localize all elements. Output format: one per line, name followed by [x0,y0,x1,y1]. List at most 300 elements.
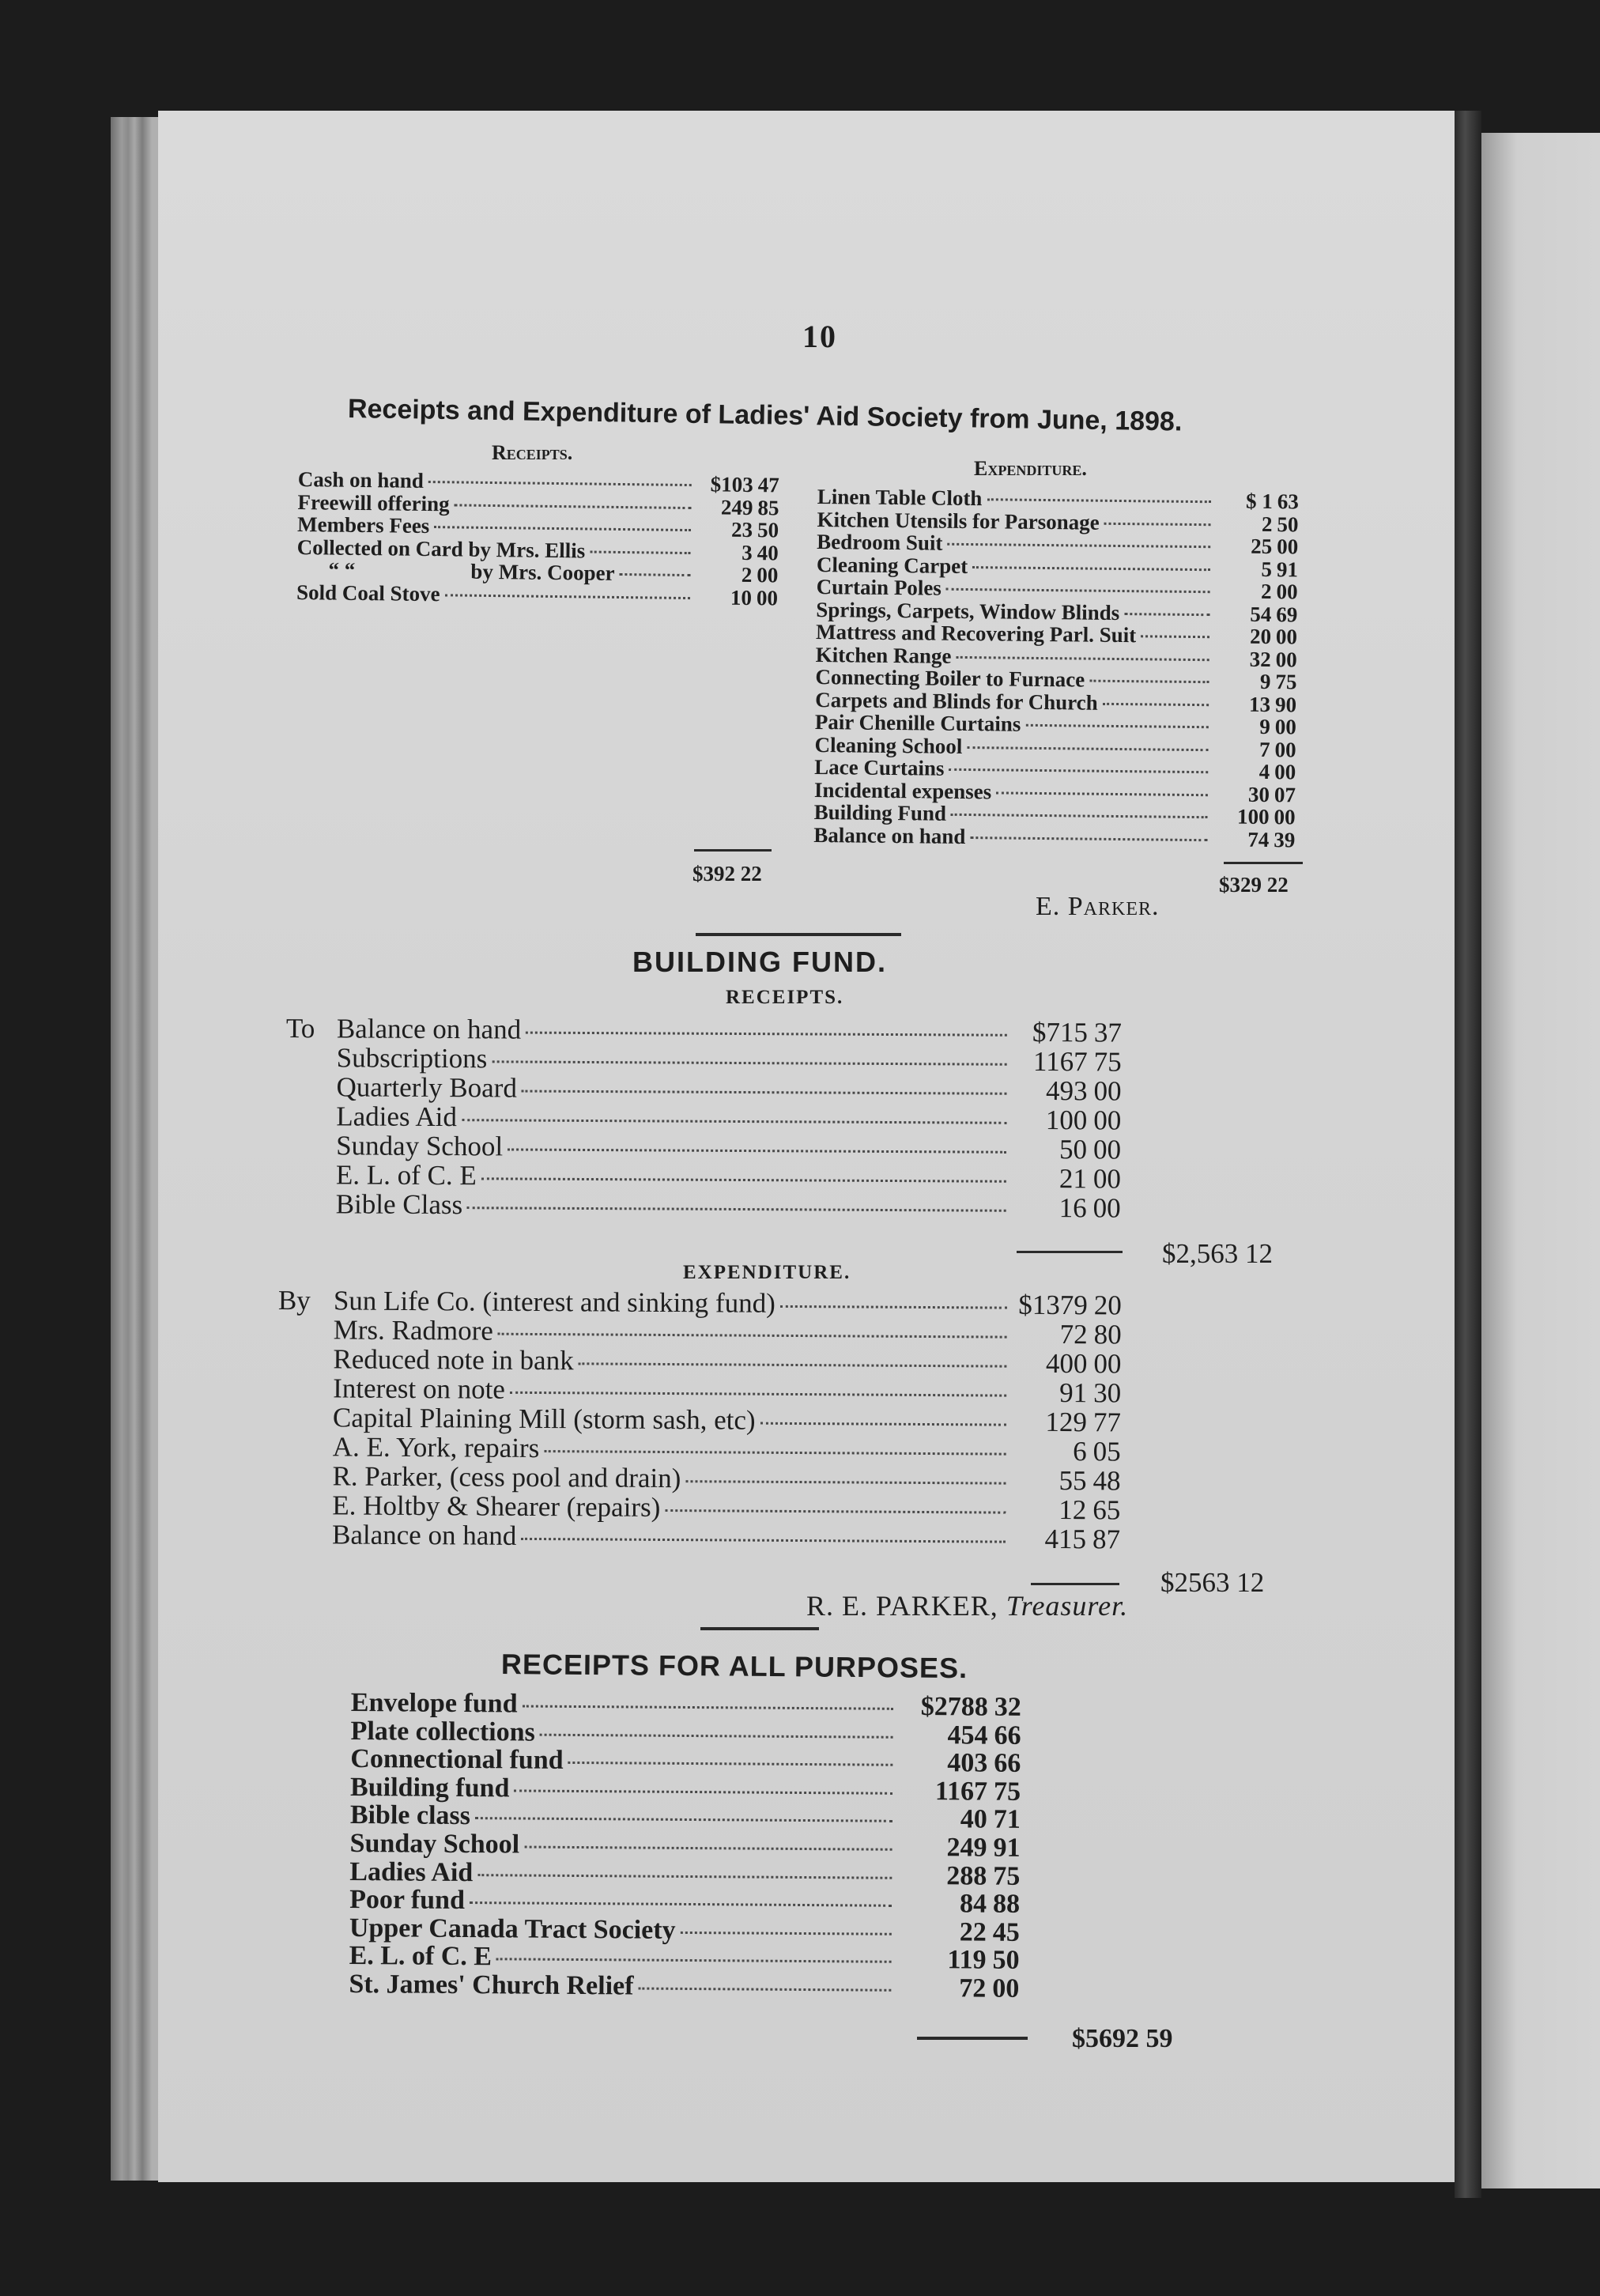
ledger-row-text: Linen Table Cloth [817,485,983,511]
ledger-row-text: by Mrs. Cooper [470,559,615,585]
amount-cents: 47 [757,473,779,497]
ledger-row-label [349,1970,633,2000]
ledger-row-label [349,1858,473,1887]
ledger-row-amount [1215,534,1300,558]
amount-dollars: 84 [959,1889,987,1919]
amount-cents: 00 [756,585,779,610]
amount-cents: 00 [1274,760,1296,784]
amount-cents: 65 [1092,1494,1121,1526]
ledger-row-text: Carpets and Blinds for Church [815,687,1098,715]
ledger-row-label [351,1689,518,1718]
amount-dollars: 32 [1249,647,1271,671]
ladies-aid-receipts-total: $392 22 [692,862,762,886]
ledger-row-label [285,1101,457,1131]
building-fund-title: BUILDING FUND. [632,946,887,978]
amount-dollars: 25 [1251,534,1273,559]
ledger-row-amount [1011,1164,1128,1194]
ledger-row-amount [1011,1437,1128,1467]
dot-leader [445,594,690,599]
dot-leader [434,526,691,531]
amount-dollars: 6 [1073,1436,1087,1467]
amount-cents: 88 [992,1889,1021,1920]
ledger-row-amount [1215,512,1300,536]
ledger-row-amount [696,541,781,565]
amount-cents: 00 [1275,647,1297,671]
amount-cents: 91 [1276,557,1299,581]
dot-leader [522,1090,1007,1095]
amount-dollars: 415 [1044,1523,1087,1555]
dot-leader [481,1177,1006,1182]
ledger-row-text: Lace Curtains [814,754,945,780]
ledger-row-text: Bible Class [335,1188,463,1221]
amount-cents: 00 [1093,1348,1122,1380]
ladies-aid-expenditure-rule [1224,862,1303,864]
ledger-row-text: Quarterly Board [336,1071,518,1104]
amount-dollars: 493 [1045,1075,1088,1107]
dot-leader [1124,613,1209,616]
ledger-row-label [277,1520,516,1550]
ledger-row-label [278,1315,493,1346]
ledger-row-amount [1213,693,1299,716]
dot-leader [510,1392,1006,1397]
ledger-row [277,1520,1127,1554]
ledger-row-label [286,1043,488,1073]
dot-leader [946,588,1210,593]
ledger-row-label [817,485,983,510]
ledger-row-amount [896,1974,1028,2003]
dot-leader [951,814,1208,818]
building-fund-receipts-total: $2,563 12 [1162,1238,1273,1269]
amount-dollars: 129 [1045,1406,1088,1438]
ledger-row-label [285,1189,463,1219]
ledger-row-label [350,1745,563,1774]
amount-dollars: 249 [720,495,753,519]
ledger-row-text: Building fund [350,1772,510,1803]
ledger-row-amount [695,586,780,610]
amount-dollars: $ 1 [1245,489,1273,514]
building-fund-receipts-rule [1017,1251,1123,1253]
building-fund-signature [806,1589,1128,1622]
ledger-row-amount [1212,805,1297,829]
amount-cents: 50 [1277,512,1299,536]
dot-leader [498,1333,1007,1339]
dot-leader [475,1817,892,1822]
amount-cents: 50 [992,1946,1020,1976]
ledger-row-label [817,531,943,554]
dot-leader [967,746,1208,751]
amount-dollars: 50 [1059,1134,1088,1165]
ladies-aid-receipts-rule [694,849,772,852]
amount-cents: 07 [1274,782,1296,806]
amount-cents: 00 [1274,737,1296,761]
dot-leader [544,1450,1006,1456]
amount-cents: 75 [993,1777,1021,1807]
amount-cents: 00 [1093,1134,1122,1165]
ledger-row-amount [696,518,781,542]
amount-dollars: $1379 [1018,1289,1088,1321]
ditto-marks: “ “ [328,557,356,582]
ladies-aid-title: Receipts and Expenditure of Ladies' Aid Society from June, 1898. [347,394,1183,437]
amount-cents: 75 [993,1861,1021,1891]
ledger-row-text: Cash on hand [297,467,425,493]
amount-cents: 00 [1092,1163,1122,1195]
ledger-row-amount [897,1777,1030,1807]
amount-dollars: 20 [1249,624,1272,649]
dot-leader [638,1987,891,1991]
ledger-row-text: Balance on hand [336,1013,522,1045]
ledger-row-text: Bible class [349,1800,471,1831]
dot-leader [590,550,691,554]
ledger-row-label [817,576,942,599]
ledger-row [285,1189,1128,1223]
ledger-row-label [277,1373,505,1404]
ledger-row-label [816,643,952,667]
amount-cents: 80 [1093,1319,1122,1350]
book-spine [1455,111,1481,2198]
dot-leader [780,1305,1007,1309]
ledger-row-label [278,1286,775,1318]
amount-dollars: 40 [960,1804,987,1834]
ledger-row-text: A. E. York, repairs [332,1431,540,1464]
dot-leader [521,1538,1006,1543]
ledger-row-label [817,553,968,577]
building-fund-expenditure-rule [1031,1583,1119,1585]
dot-leader [540,1733,893,1738]
building-fund-receipts-table [285,1014,1129,1223]
amount-cents: 00 [1092,1192,1121,1224]
dot-leader [987,498,1210,503]
ledger-row-amount [1010,1524,1127,1554]
dot-leader [492,1060,1006,1065]
amount-dollars: 74 [1247,827,1270,852]
amount-cents: 00 [1275,625,1298,649]
amount-dollars: 400 [1045,1347,1088,1380]
dot-leader [1104,522,1211,525]
ledger-row-text: Pair Chenille Curtains [814,709,1021,736]
ledger-row-text: Interest on note [333,1373,506,1405]
amount-dollars: 30 [1247,782,1270,806]
ladies-aid-expenditure-total: $329 22 [1219,873,1289,897]
ledger-row-label [277,1461,681,1493]
ledger-row-label [277,1403,756,1435]
ledger-row-text: Reduced note in bank [333,1343,574,1376]
dot-leader [579,1362,1007,1367]
ledger-row-text: Connectional fund [350,1744,564,1776]
amount-dollars: 3 [742,540,753,565]
ledger-row-text: Upper Canada Tract Society [349,1913,676,1945]
ledger-row-text: Capital Plaining Mill (storm sash, etc) [332,1402,756,1436]
amount-dollars: 7 [1258,737,1270,761]
amount-cents: 00 [1093,1075,1122,1107]
dot-leader [996,791,1208,796]
treasurer-name: R. E. PARKER, [806,1590,998,1622]
amount-dollars: 1167 [934,1776,988,1807]
ledger-row-amount [897,1805,1030,1834]
amount-cents: 32 [994,1692,1021,1722]
ladies-aid-expenditure-header: Expenditure. [974,457,1087,480]
dot-leader [508,1148,1006,1153]
ledger-row-amount [896,1918,1029,1947]
amount-dollars: 22 [959,1917,987,1947]
ladies-aid-receipts-table [296,468,782,609]
ledger-row-label [297,513,430,538]
amount-cents: 00 [992,1973,1020,2003]
ledger-row-label [351,1717,535,1747]
ledger-row-amount [1213,760,1298,784]
amount-cents: 00 [1274,805,1296,829]
ledger-row-amount [1010,1466,1127,1496]
ledger-row-text: Freewill offering [297,489,450,515]
ledger-row-label [286,1014,521,1044]
facing-page-edge [1481,133,1600,2188]
amount-dollars: 9 [1259,714,1270,739]
ledger-row-amount [695,563,780,587]
dot-leader [514,1789,892,1794]
ledger-row-label [349,1942,492,1971]
dot-leader [1025,724,1209,728]
amount-dollars: 2 [741,562,753,587]
ledger-row-amount [1214,648,1300,671]
amount-cents: 90 [1274,692,1297,716]
ledger-row-amount [696,496,781,519]
building-fund-receipts-header: RECEIPTS. [726,987,844,1008]
all-purposes-rule [917,2037,1028,2040]
amount-dollars: 10 [730,585,753,610]
amount-cents: 00 [1093,1105,1122,1136]
dot-leader [685,1480,1006,1484]
amount-dollars: 23 [730,517,753,542]
ledger-row-text: R. Parker, (cess pool and drain) [332,1460,681,1494]
all-purposes-table [349,1689,1031,2003]
dot-leader [496,1958,892,1963]
amount-dollars: 1167 [1032,1045,1088,1078]
ledger-row-label [277,1490,660,1522]
ledger-row-text: Incidental expenses [813,777,992,803]
amount-cents: 63 [1277,489,1299,514]
dot-leader [956,655,1209,660]
ledger-row-amount [1214,602,1300,626]
ledger-row-amount [1012,1290,1129,1320]
ledger-row-amount [897,1749,1030,1778]
ledger-row-amount [1214,580,1300,603]
ledger-row-label [349,1914,676,1944]
ledger-row-text: Ladies Aid [336,1101,458,1133]
ledger-row-text: St. James' Church Relief [349,1969,634,2001]
dot-leader [620,573,691,576]
amount-dollars: 72 [1059,1319,1088,1350]
amount-dollars: 13 [1248,692,1271,716]
ledger-row-amount [696,473,782,497]
amount-cents: 75 [1275,670,1297,694]
ledger-row-label [285,1131,503,1161]
ledger-row-label [350,1773,510,1803]
ledger-row-label [815,711,1021,735]
dot-leader [949,768,1208,773]
amount-dollars: 100 [1236,804,1270,829]
amount-dollars: 119 [947,1945,987,1975]
amount-dollars: $715 [1032,1016,1088,1048]
ledger-row-amount [1011,1135,1128,1165]
amount-cents: 05 [1092,1436,1121,1467]
ledger-row-text: Collected on Card by Mrs. Ellis [296,534,586,562]
ledger-row-amount [1213,670,1299,693]
dot-leader [947,543,1210,548]
dot-leader [523,1705,893,1710]
ledger-row-amount [1213,738,1298,761]
ledger-row-amount [1012,1320,1129,1350]
ledger-row-label [277,1344,573,1375]
ledger-row-text: Envelope fund [350,1688,518,1719]
dot-leader [665,1509,1006,1514]
amount-cents: 91 [993,1833,1021,1863]
ledger-row-label [285,1160,477,1190]
ledger-row-label [296,580,440,605]
building-fund-expenditure-table [277,1286,1129,1554]
amount-dollars: 9 [1259,669,1271,694]
ledger-row-amount [1011,1349,1128,1379]
ledger-row-text: Poor fund [349,1885,466,1916]
ledger-row-amount [1212,828,1297,852]
amount-dollars: 91 [1059,1377,1088,1409]
amount-dollars: 100 [1045,1105,1088,1136]
ladies-aid-receipts-header: Receipts. [492,441,573,464]
amount-cents: 45 [992,1917,1020,1947]
dot-leader [681,1932,892,1935]
amount-cents: 39 [1274,827,1296,852]
dot-leader [1141,635,1209,638]
amount-cents: 66 [994,1720,1021,1750]
ledger-row-amount [896,1861,1029,1890]
ledger-row-label [814,756,945,780]
amount-dollars: $103 [710,472,753,497]
building-fund-expenditure-header: EXPENDITURE. [683,1262,851,1283]
amount-dollars: 12 [1058,1494,1087,1526]
ledger-row-amount [896,1890,1029,1919]
ledger-row-amount [1012,1018,1129,1048]
ledger-row-label [277,1432,540,1463]
ledger-row-amount [1011,1378,1128,1408]
amount-dollars: 21 [1058,1163,1088,1195]
ladies-aid-signature: E. Parker. [1036,892,1160,921]
ledger-row-amount [1215,557,1300,581]
amount-dollars: 54 [1250,602,1272,626]
dot-leader [470,1901,892,1907]
amount-dollars: 5 [1261,557,1273,581]
ledger-row-text: Cleaning Carpet [816,552,968,578]
ledger-row-label [814,778,992,802]
ledger-row-text: Bedroom Suit [817,529,943,555]
ledger-row-amount [896,1833,1029,1863]
ledger-row-amount [1012,1047,1129,1077]
ledger-row-text: Ladies Aid [349,1856,474,1887]
ledger-row-amount [1011,1105,1128,1135]
ledger-row-text: Subscriptions [336,1042,488,1074]
ledger-row-text: Sunday School [349,1828,520,1860]
ledger-row-label [350,1801,470,1830]
ledger-row-amount [898,1693,1031,1722]
amount-cents: 00 [1274,715,1296,739]
ledger-row-text: Plate collections [350,1716,535,1747]
dot-leader [462,1119,1006,1124]
amount-cents: 20 [1093,1290,1122,1321]
dot-leader [972,566,1210,571]
ledger-row-prefix: By [277,1285,311,1316]
ledger-row-text: Balance on hand [813,822,966,848]
amount-cents: 30 [1093,1377,1122,1409]
building-fund-expenditure-total: $2563 12 [1160,1567,1265,1598]
ledger-row-label [814,733,962,757]
dot-leader [467,1207,1006,1212]
dot-leader [760,1422,1006,1426]
ledger-row-label [814,801,947,825]
ledger-row-label [297,490,450,515]
dot-leader [526,1032,1007,1037]
ledger-row-text: Sold Coal Stove [296,580,440,606]
ledger-row-amount [1011,1076,1128,1106]
amount-cents: 00 [1276,580,1298,604]
amount-cents: 00 [757,563,779,587]
ledger-row-text: Kitchen Utensils for Parsonage [817,507,1100,534]
ledger-row-amount [1216,489,1301,513]
ledger-row-text: Members Fees [296,512,430,538]
amount-cents: 50 [757,518,779,542]
ledger-row-amount [1213,715,1299,738]
page-number: 10 [802,319,837,354]
amount-cents: 48 [1092,1465,1121,1497]
treasurer-title: Treasurer. [1006,1590,1129,1622]
dot-leader [524,1846,892,1851]
amount-dollars: 454 [947,1720,988,1750]
ledger-row-text: Balance on hand [331,1519,517,1551]
ledger-row [349,1970,1028,2003]
ledger-row-text: Connecting Boiler to Furnace [815,664,1085,692]
all-purposes-total: $5692 59 [1072,2024,1173,2053]
ledger-row-amount [1213,783,1298,806]
amount-cents: 66 [994,1748,1021,1779]
ledger-row-amount [1011,1407,1128,1437]
amount-cents: 75 [1093,1046,1122,1078]
amount-dollars: $2788 [920,1692,988,1722]
amount-cents: 37 [1093,1017,1122,1048]
amount-dollars: 249 [946,1833,987,1863]
amount-dollars: 55 [1058,1465,1087,1497]
section-divider [696,933,901,936]
amount-dollars: 2 [1261,512,1273,536]
amount-cents: 85 [757,495,779,519]
ledger-row-label [298,468,424,492]
ledger-row-text: Sun Life Co. (interest and sinking fund) [333,1285,775,1319]
ledger-row-amount [1011,1193,1128,1223]
ledger-row-amount [896,1946,1028,1975]
dot-leader [568,1762,893,1766]
amount-dollars: 4 [1258,759,1270,784]
dot-leader [428,481,692,486]
amount-dollars: 16 [1058,1192,1087,1224]
ledger-row-text: E. L. of C. E [349,1941,492,1972]
ledger-row-text: E. L. of C. E [335,1159,477,1191]
ledger-row-text: E. Holtby & Shearer (repairs) [332,1490,661,1523]
ledger-row-text: Springs, Carpets, Window Blinds [816,597,1120,625]
amount-cents: 00 [1277,534,1299,559]
amount-cents: 40 [757,540,779,565]
ledger-row-text: Curtain Poles [816,574,942,600]
ledger-row-label [285,1072,517,1103]
amount-cents: 71 [993,1805,1021,1835]
amount-dollars: 72 [959,1973,987,2003]
ledger-row-amount [1010,1495,1127,1525]
section-divider-2 [700,1627,819,1630]
amount-dollars: 288 [946,1860,987,1891]
